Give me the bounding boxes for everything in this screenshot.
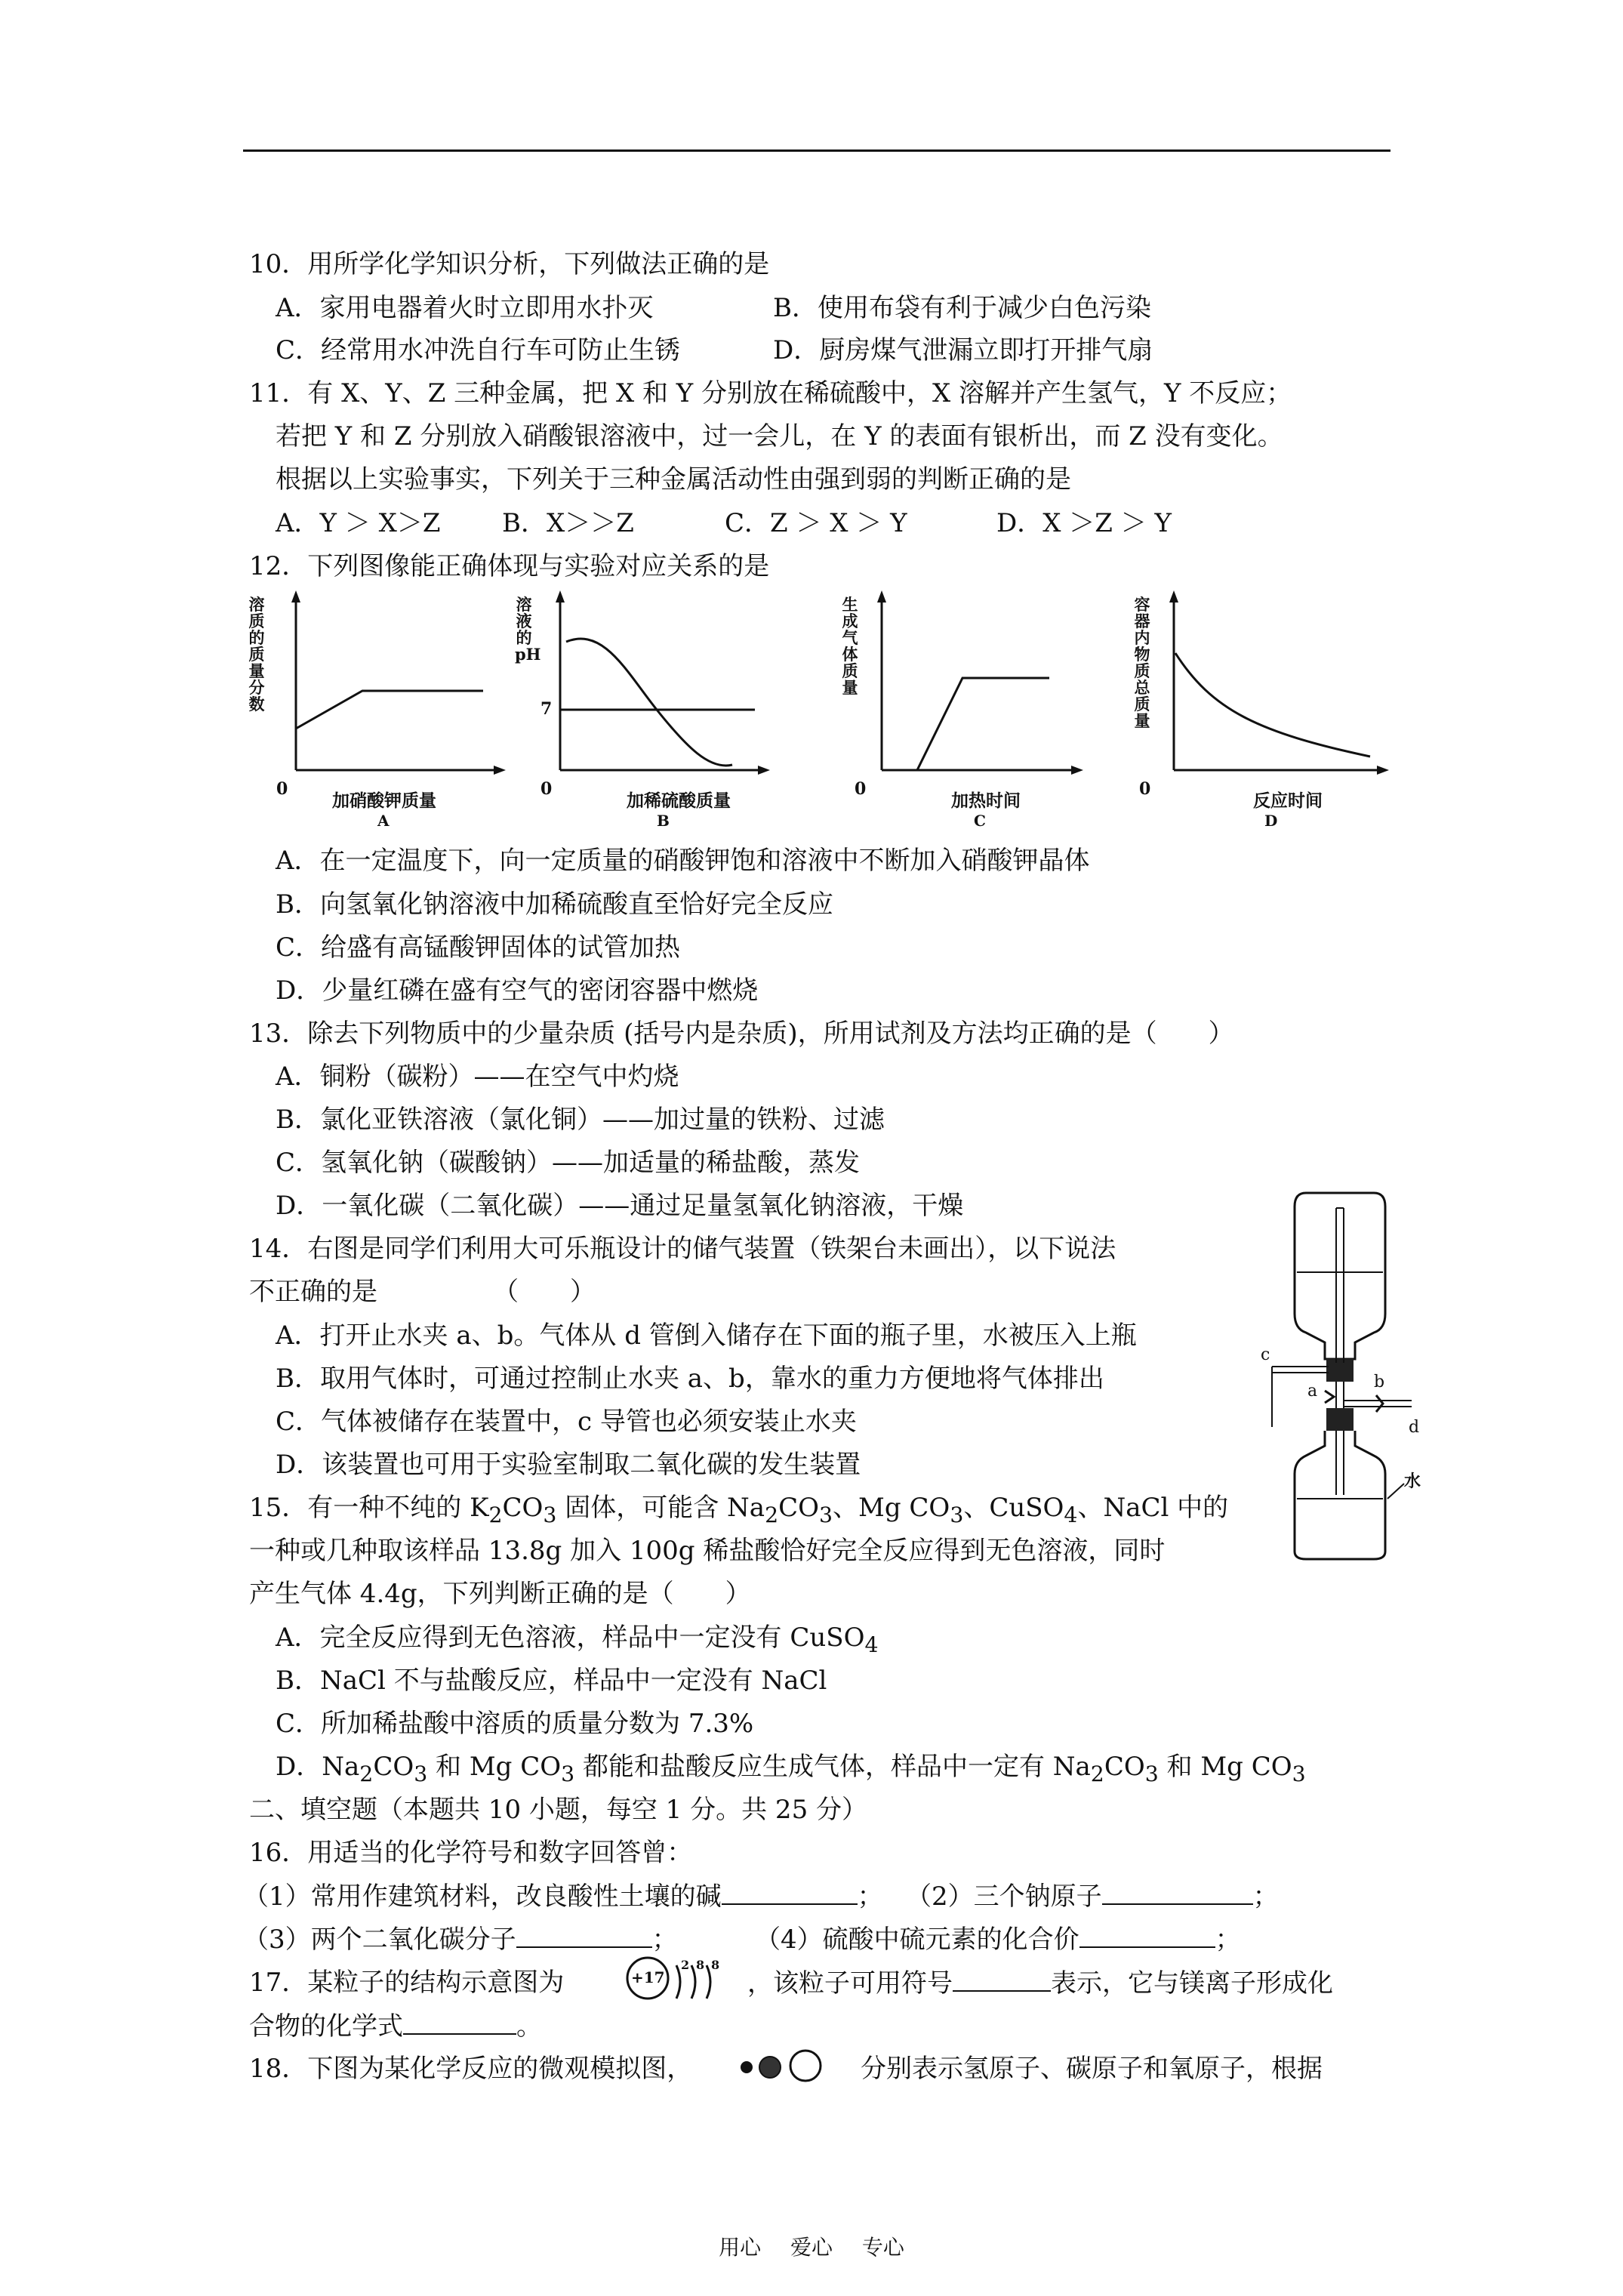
q10-option-c: C．经常用水冲洗自行车可防止生锈 xyxy=(276,335,681,365)
chart-b-origin: 0 xyxy=(540,779,553,799)
q14-option-b: B．取用气体时，可通过控制止水夹 a、b，靠水的重力方便地将气体排出 xyxy=(276,1364,1104,1394)
q18-text-a: 18．下图为某化学反应的微观模拟图， xyxy=(249,2054,693,2084)
q14-stem-1: 14．右图是同学们利用大可乐瓶设计的储气装置（铁架台未画出），以下说法 xyxy=(249,1234,1116,1264)
q15-stem-3: 产生气体 4.4g，下列判断正确的是（ ） xyxy=(249,1579,751,1609)
page-footer: 用心 爱心 专心 xyxy=(719,2235,904,2260)
q16-part-2: （2）三个钠原子 ； xyxy=(906,1881,1279,1912)
q11-option-d: D．X ＞Z ＞ Y xyxy=(996,508,1172,538)
q15-option-d: D．$Na_2CO_3$ 和 Mg $CO_3$ 都能和盐酸反应生成气体，样品中一定有 $Na_2CO_3$ 和 Mg $CO_3$ xyxy=(276,1752,1306,1786)
q15-option-b: B．NaCl 不与盐酸反应，样品中一定没有 NaCl xyxy=(276,1666,827,1696)
q12-chart-b xyxy=(513,581,785,831)
q12-chart-a xyxy=(242,581,513,831)
chart-c-origin: 0 xyxy=(855,779,867,799)
q16-part-3: （3）两个二氧化碳分子 ； xyxy=(243,1925,678,1955)
q16-blank-3[interactable] xyxy=(516,1924,652,1948)
shell-2-count: 8 xyxy=(696,1958,705,1972)
chart-d-caption: D xyxy=(1264,812,1278,830)
chart-d-ylabel: 容器内物质总质量 xyxy=(1134,595,1150,730)
q14-stem-2: 不正确的是 （ ） xyxy=(249,1277,596,1307)
chart-b-tick-7: 7 xyxy=(540,699,553,719)
q14-fig-label-c: c xyxy=(1261,1345,1270,1364)
q10-option-a: A．家用电器着火时立即用水扑灭 xyxy=(276,293,654,323)
q12-stem: 12．下列图像能正确体现与实验对应关系的是 xyxy=(249,551,770,581)
q12-chart-d xyxy=(1129,581,1400,831)
chart-b-xlabel: 加稀硫酸质量 xyxy=(627,791,731,811)
carbon-atom-icon xyxy=(759,2057,781,2078)
q15-option-c: C．所加稀盐酸中溶质的质量分数为 7.3% xyxy=(276,1709,754,1739)
q14-fig-label-b: b xyxy=(1374,1373,1385,1391)
chart-a-caption: A xyxy=(377,812,390,830)
q16-part-4: （4）硫酸中硫元素的化合价 ； xyxy=(755,1925,1241,1955)
chart-a-origin: 0 xyxy=(276,779,288,799)
q11-option-a: A．Y ＞ X＞Z xyxy=(276,508,441,538)
chart-d-curve xyxy=(1175,653,1370,757)
q12-option-d: D．少量红磷在盛有空气的密闭容器中燃烧 xyxy=(276,975,759,1006)
q17-blank-formula[interactable] xyxy=(403,2011,516,2035)
chart-d-xlabel: 反应时间 xyxy=(1253,791,1323,811)
q14-option-c: C．气体被储存在装置中，c 导管也必须安装止水夹 xyxy=(276,1407,857,1437)
q12-option-a: A．在一定温度下，向一定质量的硝酸钾饱和溶液中不断加入硝酸钾晶体 xyxy=(276,846,1090,876)
q13-stem: 13．除去下列物质中的少量杂质 (括号内是杂质)，所用试剂及方法均正确的是（ ） xyxy=(249,1019,1234,1049)
q12-option-b: B．向氢氧化钠溶液中加稀硫酸直至恰好完全反应 xyxy=(276,889,833,920)
q11-option-c: C．Z ＞ X ＞ Y xyxy=(725,508,907,538)
q16-blank-4[interactable] xyxy=(1079,1924,1215,1948)
q13-option-d: D．一氧化碳（二氧化碳）——通过足量氢氧化钠溶液，干燥 xyxy=(276,1191,964,1221)
chart-c-caption: C xyxy=(974,812,986,830)
q14-fig-label-a: a xyxy=(1307,1382,1318,1401)
q14-fig-label-d: d xyxy=(1409,1418,1420,1437)
q13-option-b: B．氯化亚铁溶液（氯化铜）——加过量的铁粉、过滤 xyxy=(276,1105,885,1135)
chart-b-caption: B xyxy=(657,812,670,830)
q15-option-a: A．完全反应得到无色溶液，样品中一定没有 CuSO$_4$ xyxy=(276,1623,879,1657)
q14-gas-storage-figure xyxy=(1253,1178,1434,1570)
chart-c-xlabel: 加热时间 xyxy=(951,791,1021,811)
oxygen-atom-icon xyxy=(790,2051,821,2081)
q16-blank-1[interactable] xyxy=(722,1881,858,1905)
q10-stem: 10．用所学化学知识分析，下列做法正确的是 xyxy=(249,249,770,279)
chart-b-ylabel: 溶液的pH xyxy=(515,595,541,664)
q17-text-a: 17．某粒子的结构示意图为 xyxy=(249,1968,565,1998)
q17-blank-symbol[interactable] xyxy=(953,1968,1051,1992)
hydrogen-atom-icon xyxy=(741,2061,753,2073)
q16-stem: 16．用适当的化学符号和数字回答曾： xyxy=(249,1838,693,1868)
chart-a-xlabel: 加硝酸钾质量 xyxy=(332,791,436,811)
shell-3-count: 8 xyxy=(711,1958,720,1972)
q14-option-a: A．打开止水夹 a、b。气体从 d 管倒入储存在下面的瓶子里，水被压入上瓶 xyxy=(276,1321,1137,1351)
q12-chart-c xyxy=(838,581,1095,831)
atom-legend xyxy=(736,2045,827,2090)
q17-text-b: ，该粒子可用符号 表示，它与镁离子形成化 xyxy=(747,1968,1333,1999)
q13-option-c: C．氢氧化钠（碳酸钠）——加适量的稀盐酸，蒸发 xyxy=(276,1148,861,1178)
chart-a-curve xyxy=(296,691,483,729)
shell-1-count: 2 xyxy=(681,1958,690,1972)
q16-part-1: （1）常用作建筑材料，改良酸性土壤的碱 ； xyxy=(243,1881,883,1912)
q14-fig-label-water: 水 xyxy=(1404,1472,1421,1491)
header-rule xyxy=(243,149,1390,152)
q16-blank-2[interactable] xyxy=(1102,1881,1253,1905)
q11-option-b: B．X＞＞Z xyxy=(502,508,634,538)
chart-b-curve xyxy=(566,639,732,766)
q12-option-c: C．给盛有高锰酸钾固体的试管加热 xyxy=(276,932,681,963)
q11-stem-3: 根据以上实验事实，下列关于三种金属活动性由强到弱的判断正确的是 xyxy=(276,464,1071,495)
chart-c-curve xyxy=(917,678,1049,770)
q11-stem-1: 11．有 X、Y、Z 三种金属，把 X 和 Y 分别放在稀硫酸中，X 溶解并产生氢气，Y 不反应； xyxy=(249,378,1292,408)
q10-option-d: D．厨房煤气泄漏立即打开排气扇 xyxy=(773,335,1153,365)
q15-stem-2: 一种或几种取该样品 13.8g 加入 100g 稀盐酸恰好完全反应得到无色溶液，同时 xyxy=(249,1536,1166,1566)
chart-d-origin: 0 xyxy=(1139,779,1151,799)
section-2-heading: 二、填空题（本题共 10 小题，每空 1 分。共 25 分） xyxy=(249,1795,868,1825)
chart-a-ylabel: 溶质的质量分数 xyxy=(248,595,265,713)
nucleus-charge: +17 xyxy=(631,1968,665,1986)
q15-stem-1: 15．有一种不纯的 $K_2CO_3$ 固体，可能含 $Na_2CO_3$、Mg $CO_3$、CuSO$_4$、NaCl 中的 xyxy=(249,1493,1229,1527)
q14-option-d: D．该装置也可用于实验室制取二氧化碳的发生装置 xyxy=(276,1450,861,1480)
q17-text-d: 合物的化学式 。 xyxy=(249,2011,542,2042)
q10-option-b: B．使用布袋有利于减少白色污染 xyxy=(773,293,1151,323)
chart-c-ylabel: 生成气体质量 xyxy=(842,595,858,697)
chlorine-ion-structure-diagram xyxy=(619,1952,725,2012)
q11-stem-2: 若把 Y 和 Z 分别放入硝酸银溶液中，过一会儿，在 Y 的表面有银析出，而 Z 没有变化。 xyxy=(276,421,1283,451)
q18-text-b: 分别表示氢原子、碳原子和氧原子，根据 xyxy=(861,2054,1323,2084)
q13-option-a: A．铜粉（碳粉）——在空气中灼烧 xyxy=(276,1062,679,1092)
